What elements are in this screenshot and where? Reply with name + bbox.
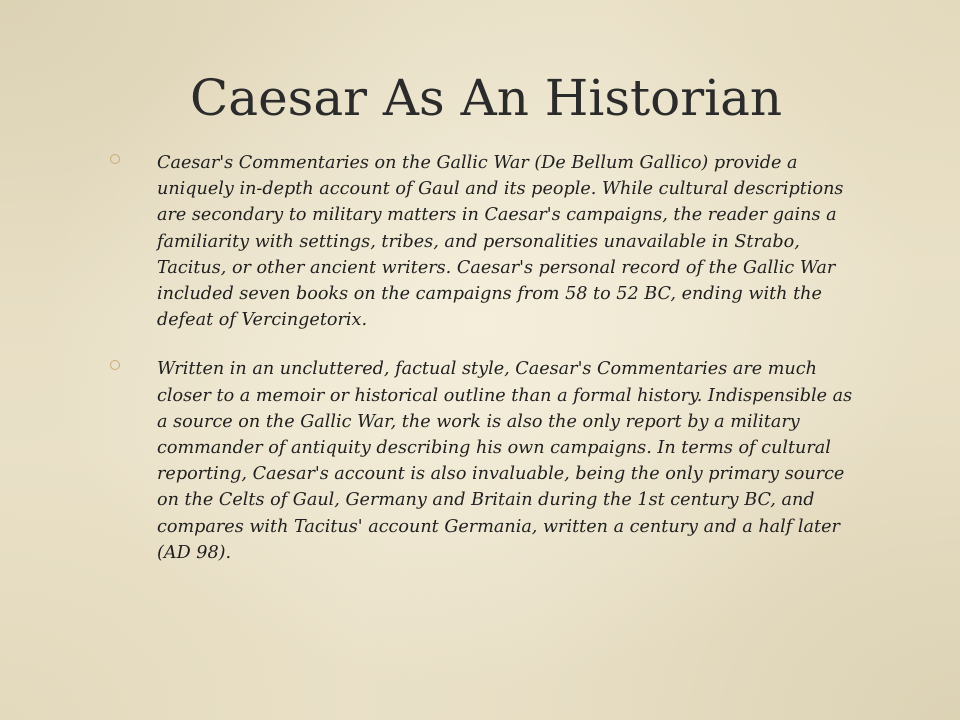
bullet-text: Caesar's Commentaries on the Gallic War (De Bellum Gallico) provide a uniquely in-depth account of Gaul and its people. While cultural descriptions are secondary to military matters in Caesar's campaigns, the reader gains a familiarity with settings, tribes, and personalities unavailable in Strabo, Tacitus, or other ancient writers. Caesar's personal record of the Gallic War included seven books on the campaigns from 58 to 52 BC, ending with the defeat of Vercingetorix.: [157, 153, 844, 331]
bullet-item: [100, 150, 865, 333]
bullet-circle-icon: [110, 360, 120, 370]
bullet-circle-icon: [110, 154, 120, 164]
bullet-item: [100, 356, 865, 566]
bullet-text: Written in an uncluttered, factual style, Caesar's Commentaries are much closer to a memoir or historical outline than a formal history. Indispensible as a source on the Gallic War, the work is also the only report by a military commander of antiquity describing his own campaigns. In terms of cultural reporting, Caesar's account is also invaluable, being the only primary source on the Celts of Gaul, Germany and Britain during the 1st century BC, and compares with Tacitus' account Germania, written a century and a half later (AD 98).: [157, 359, 853, 563]
bullet-list: [100, 150, 865, 589]
slide-title: Caesar As An Historian: [190, 69, 783, 127]
